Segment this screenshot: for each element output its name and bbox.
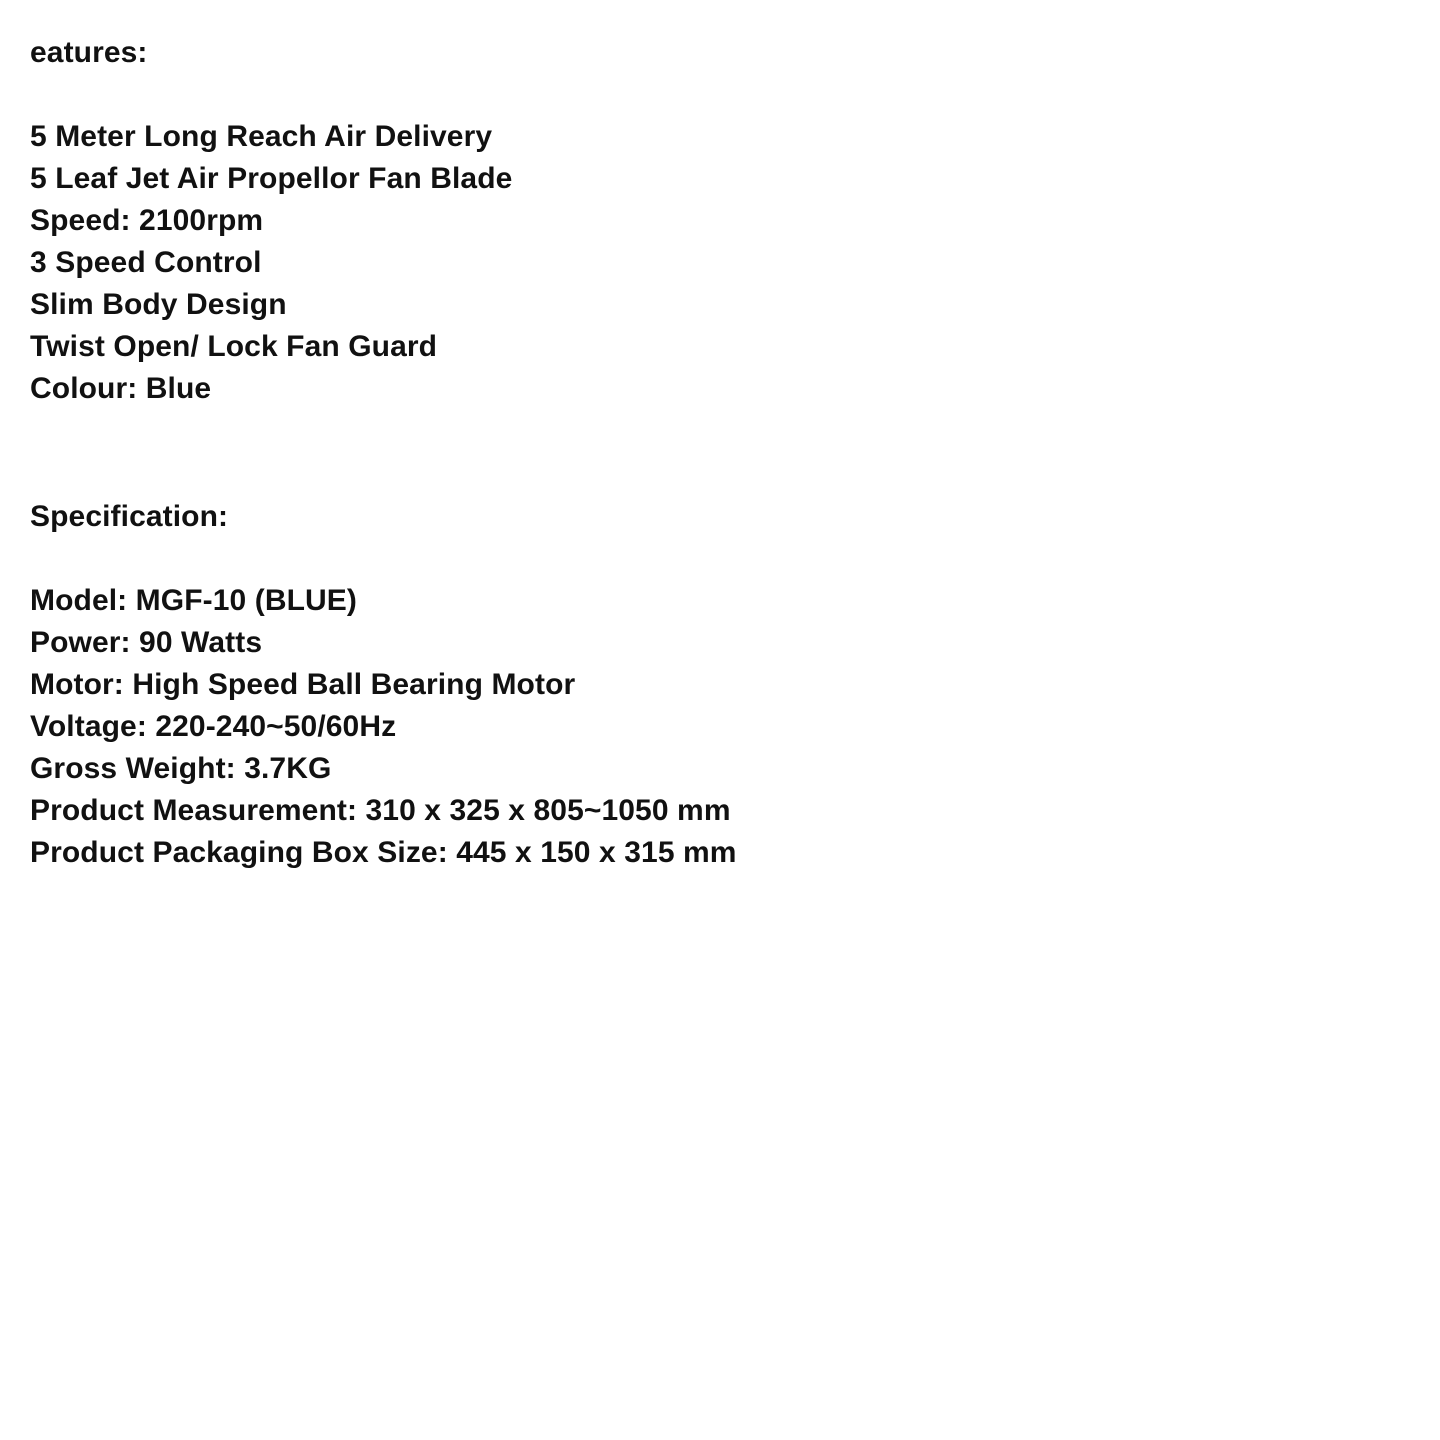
list-item: Product Measurement: 310 x 325 x 805~1050 mm — [30, 794, 731, 827]
features-heading: eatures: — [30, 36, 148, 69]
list-item: Voltage: 220-240~50/60Hz — [30, 710, 397, 743]
list-item: Slim Body Design — [30, 288, 287, 321]
list-item: 5 Leaf Jet Air Propellor Fan Blade — [30, 162, 513, 195]
specification-list — [30, 580, 1410, 874]
list-item: Speed: 2100rpm — [30, 204, 264, 237]
list-item: Colour: Blue — [30, 372, 212, 405]
spacer-between-sections — [30, 410, 1410, 496]
list-item: Model: MGF-10 (BLUE) — [30, 584, 357, 617]
spacer-after-specification-heading — [30, 538, 1410, 580]
list-item: Twist Open/ Lock Fan Guard — [30, 330, 438, 363]
specification-heading: Specification: — [30, 500, 229, 533]
spacer-after-features-heading — [30, 74, 1410, 116]
list-item: Product Packaging Box Size: 445 x 150 x 315 mm — [30, 836, 737, 869]
list-item: 5 Meter Long Reach Air Delivery — [30, 120, 493, 153]
list-item: Power: 90 Watts — [30, 626, 263, 659]
list-item: Gross Weight: 3.7KG — [30, 752, 332, 785]
features-list — [30, 116, 1410, 410]
list-item: 3 Speed Control — [30, 246, 262, 279]
list-item: Motor: High Speed Ball Bearing Motor — [30, 668, 576, 701]
